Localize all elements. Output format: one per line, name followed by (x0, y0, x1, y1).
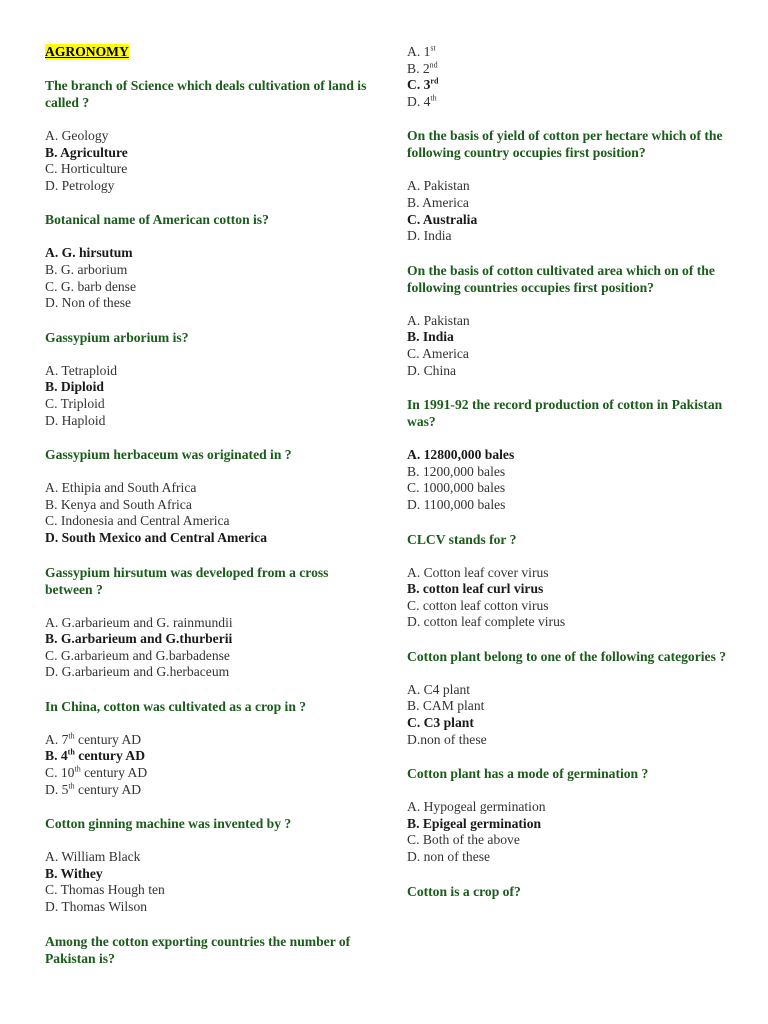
answer-option: A. 7th century AD (45, 731, 142, 747)
answer-option: A. William Black (45, 849, 141, 865)
document-title: AGRONOMY (45, 44, 129, 59)
continued-options (407, 44, 732, 110)
answer-option: A. Hypogeal germination (407, 799, 546, 815)
question-text: The branch of Science which deals cultivation of land is called ? (45, 78, 367, 110)
correct-option: B. cotton leaf curl virus (407, 581, 544, 597)
options-list (45, 363, 375, 429)
correct-option: C. C3 plant (407, 715, 474, 731)
answer-option: A. Geology (45, 128, 109, 143)
ordinal-suffix: nd (429, 60, 438, 70)
question-block (407, 765, 732, 865)
ordinal-suffix: th (430, 93, 437, 103)
answer-option: B. 2nd (407, 60, 438, 76)
right-column (407, 44, 732, 900)
question-text: Cotton ginning machine was invented by ? (45, 816, 292, 832)
question-text: Cotton plant has a mode of germination ? (407, 766, 649, 782)
options-list (45, 849, 375, 915)
correct-option: A. 12800,000 bales (407, 447, 515, 463)
answer-option: B. G. arborium (45, 261, 128, 277)
answer-option: C. cotton leaf cotton virus (407, 597, 549, 613)
answer-option: D. Thomas Wilson (45, 899, 148, 915)
question-block (45, 698, 375, 798)
question-block (407, 883, 732, 900)
options-list (407, 313, 732, 379)
correct-option: C. Australia (407, 211, 478, 227)
answer-option: C. America (407, 345, 469, 361)
question-block (407, 396, 732, 513)
question-text: On the basis of yield of cotton per hectare which of the following country occupies first position? (407, 128, 723, 161)
question-block (407, 262, 732, 379)
answer-option: D. 5th century AD (45, 781, 142, 797)
correct-option: B. 4th century AD (45, 747, 146, 764)
left-column (45, 44, 375, 967)
answer-option: D. 4th (407, 93, 437, 109)
question-block (45, 446, 375, 546)
answer-option: D. Non of these (45, 295, 132, 311)
answer-option: C. 10th century AD (45, 764, 148, 781)
answer-option: D. India (407, 228, 452, 244)
correct-option: B. Diploid (45, 379, 104, 395)
answer-option: D. Haploid (45, 412, 106, 428)
answer-option: D. 1100,000 bales (407, 496, 506, 512)
question-text: CLCV stands for ? (407, 531, 517, 547)
correct-option: A. G. hirsutum (45, 245, 133, 261)
answer-option: D. China (407, 362, 457, 378)
answer-option: C. G. barb dense (45, 278, 136, 294)
correct-option: B. Agriculture (45, 144, 128, 160)
question-text: Gassypium herbaceum was originated in ? (45, 447, 292, 463)
question-block (45, 211, 375, 311)
question-text: Cotton plant belong to one of the following categories ? (407, 648, 727, 664)
answer-option: B. America (407, 194, 469, 210)
right-question-list (407, 127, 732, 899)
question-block (407, 531, 732, 631)
answer-option: A. Pakistan (407, 178, 470, 194)
answer-option: A. Cotton leaf cover virus (407, 564, 549, 580)
options-list (45, 732, 375, 798)
question-text: In China, cotton was cultivated as a crop in ? (45, 698, 307, 714)
correct-option: B. Epigeal germination (407, 815, 542, 831)
answer-option: A. 1st (407, 43, 436, 59)
ordinal-suffix: rd (430, 76, 439, 86)
answer-option: A. Tetraploid (45, 362, 118, 378)
question-text: Cotton is a crop of? (407, 883, 521, 899)
options-list (407, 682, 732, 748)
correct-option: D. South Mexico and Central America (45, 529, 268, 545)
question-block (45, 564, 375, 681)
options-list (407, 447, 732, 513)
correct-option: C. 3rd (407, 76, 439, 93)
options-list (45, 615, 375, 681)
answer-option: B. Kenya and South Africa (45, 496, 192, 512)
answer-option: C. G.arbarieum and G.barbadense (45, 647, 230, 663)
answer-option: C. Thomas Hough ten (45, 882, 165, 898)
left-question-list (45, 77, 375, 967)
correct-option: B. G.arbarieum and G.thurberii (45, 631, 233, 647)
answer-option: D. non of these (407, 849, 491, 865)
question-text: Among the cotton exporting countries the number of Pakistan is? (45, 933, 351, 966)
options-list (407, 178, 732, 244)
options-list (45, 245, 375, 311)
answer-option: D.non of these (407, 731, 487, 747)
question-block (45, 77, 375, 194)
options-list (45, 128, 375, 194)
question-text: Botanical name of American cotton is? (45, 212, 269, 228)
correct-option: B. Withey (45, 865, 103, 881)
ordinal-suffix: th (68, 731, 75, 741)
options-list (407, 565, 732, 631)
answer-option: B. 1200,000 bales (407, 463, 506, 479)
options-list (45, 480, 375, 546)
question-text: In 1991-92 the record production of cotton in Pakistan was? (407, 397, 723, 430)
question-text: Gassypium arborium is? (45, 329, 189, 345)
question-block (45, 329, 375, 429)
answer-option: D. Petrology (45, 177, 115, 193)
answer-option: C. Both of the above (407, 832, 520, 848)
answer-option: A. G.arbarieum and G. rainmundii (45, 614, 233, 630)
ordinal-suffix: th (67, 747, 75, 757)
answer-option: C. Horticulture (45, 161, 128, 177)
answer-option: C. 1000,000 bales (407, 480, 506, 496)
question-text: On the basis of cotton cultivated area which on of the following countries occupies first position? (407, 262, 715, 295)
answer-option: D. G.arbarieum and G.herbaceum (45, 664, 230, 680)
question-text: Gassypium hirsutum was developed from a cross between ? (45, 564, 329, 597)
answer-option: C. Indonesia and Central America (45, 513, 230, 529)
ordinal-suffix: st (430, 43, 436, 53)
question-block (45, 815, 375, 915)
ordinal-suffix: th (68, 781, 75, 791)
options-list (407, 799, 732, 865)
question-block (45, 933, 375, 967)
answer-option: B. CAM plant (407, 698, 485, 714)
answer-option: C. Triploid (45, 395, 105, 411)
question-block (407, 127, 732, 244)
ordinal-suffix: th (74, 764, 81, 774)
correct-option: B. India (407, 329, 454, 345)
question-block (407, 648, 732, 748)
answer-option: A. C4 plant (407, 681, 471, 697)
answer-option: A. Ethipia and South Africa (45, 480, 197, 496)
answer-option: A. Pakistan (407, 312, 470, 328)
answer-option: D. cotton leaf complete virus (407, 614, 566, 630)
